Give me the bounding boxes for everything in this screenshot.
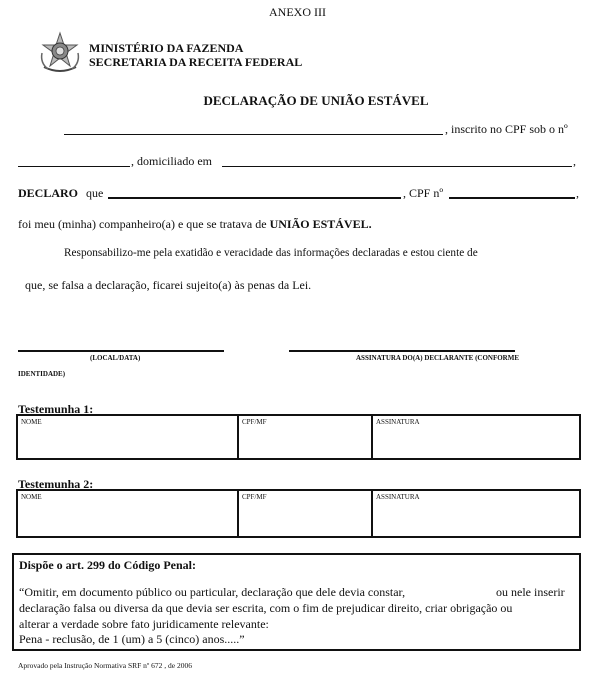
coat-of-arms-icon bbox=[38, 31, 82, 75]
witness-2-cpf-cell[interactable] bbox=[237, 491, 371, 536]
name-field[interactable] bbox=[64, 134, 443, 135]
union-statement-text: foi meu (minha) companheiro(a) e que se tratava de bbox=[18, 217, 267, 231]
union-statement-bold: UNIÃO ESTÁVEL. bbox=[269, 217, 372, 231]
witness-1-cpf-label: CPF/MF bbox=[242, 418, 267, 426]
ministry-title: MINISTÉRIO DA FAZENDA bbox=[89, 41, 244, 55]
signature-label: ASSINATURA DO(A) DECLARANTE (CONFORME bbox=[356, 354, 520, 362]
comma-2: , bbox=[576, 186, 579, 200]
signature-field[interactable] bbox=[289, 350, 515, 352]
domicile-label: , domiciliado em bbox=[131, 154, 212, 168]
que-label: que bbox=[86, 186, 104, 200]
secretariat-title: SECRETARIA DA RECEITA FEDERAL bbox=[89, 55, 303, 69]
witness-2-title: Testemunha 2: bbox=[18, 477, 94, 491]
partner-cpf-field[interactable] bbox=[449, 197, 575, 199]
annex-label: ANEXO III bbox=[269, 5, 326, 19]
page-title: DECLARAÇÃO DE UNIÃO ESTÁVEL bbox=[203, 93, 429, 108]
local-date-label: (LOCAL/DATA) bbox=[90, 354, 141, 362]
identity-label: IDENTIDADE) bbox=[18, 370, 66, 378]
penal-code-line-3: alterar a verdade sobre fato juridicamente relevante: bbox=[19, 617, 269, 631]
penal-code-line-4: Pena - reclusão, de 1 (um) a 5 (cinco) anos.....” bbox=[19, 632, 245, 646]
responsibility-line-2: que, se falsa a declaração, ficarei sujeito(a) às penas da Lei. bbox=[25, 278, 312, 292]
approval-footer: Aprovado pela Instrução Normativa SRF nº 672 , de 2006 bbox=[18, 661, 192, 670]
witness-1-table bbox=[16, 414, 581, 460]
declaro-label: DECLARO bbox=[18, 186, 79, 200]
witness-1-signature-cell[interactable] bbox=[371, 416, 579, 458]
penal-code-title: Dispõe o art. 299 do Código Penal: bbox=[19, 558, 196, 572]
witness-2-signature-label: ASSINATURA bbox=[376, 493, 420, 501]
cpf-label-2: , CPF nº bbox=[403, 186, 444, 200]
address-field[interactable] bbox=[222, 166, 572, 167]
cpf-label-1: , inscrito no CPF sob o nº bbox=[445, 122, 568, 136]
witness-1-cpf-cell[interactable] bbox=[237, 416, 371, 458]
local-date-field[interactable] bbox=[18, 350, 224, 352]
witness-2-table bbox=[16, 489, 581, 538]
cpf-field-1[interactable] bbox=[18, 166, 130, 167]
comma-1: , bbox=[573, 154, 576, 168]
witness-2-cpf-label: CPF/MF bbox=[242, 493, 267, 501]
partner-name-field[interactable] bbox=[108, 197, 401, 199]
witness-2-signature-cell[interactable] bbox=[371, 491, 579, 536]
union-statement bbox=[18, 217, 372, 232]
witness-1-signature-label: ASSINATURA bbox=[376, 418, 420, 426]
penal-code-line-1: “Omitir, em documento público ou particular, declaração que dele devia constar, bbox=[19, 585, 406, 599]
witness-1-name-label: NOME bbox=[21, 418, 42, 426]
penal-code-box bbox=[12, 553, 581, 651]
witness-1-title: Testemunha 1: bbox=[18, 402, 94, 416]
witness-2-name-label: NOME bbox=[21, 493, 42, 501]
penal-code-line-1-end: ou nele inserir bbox=[496, 585, 565, 599]
penal-code-line-2: declaração falsa ou diversa da que devia ser escrita, com o fim de prejudicar direito, criar obrigação ou bbox=[19, 601, 513, 615]
responsibility-line-1: Responsabilizo-me pela exatidão e veracidade das informações declaradas e estou ciente de bbox=[64, 247, 478, 259]
